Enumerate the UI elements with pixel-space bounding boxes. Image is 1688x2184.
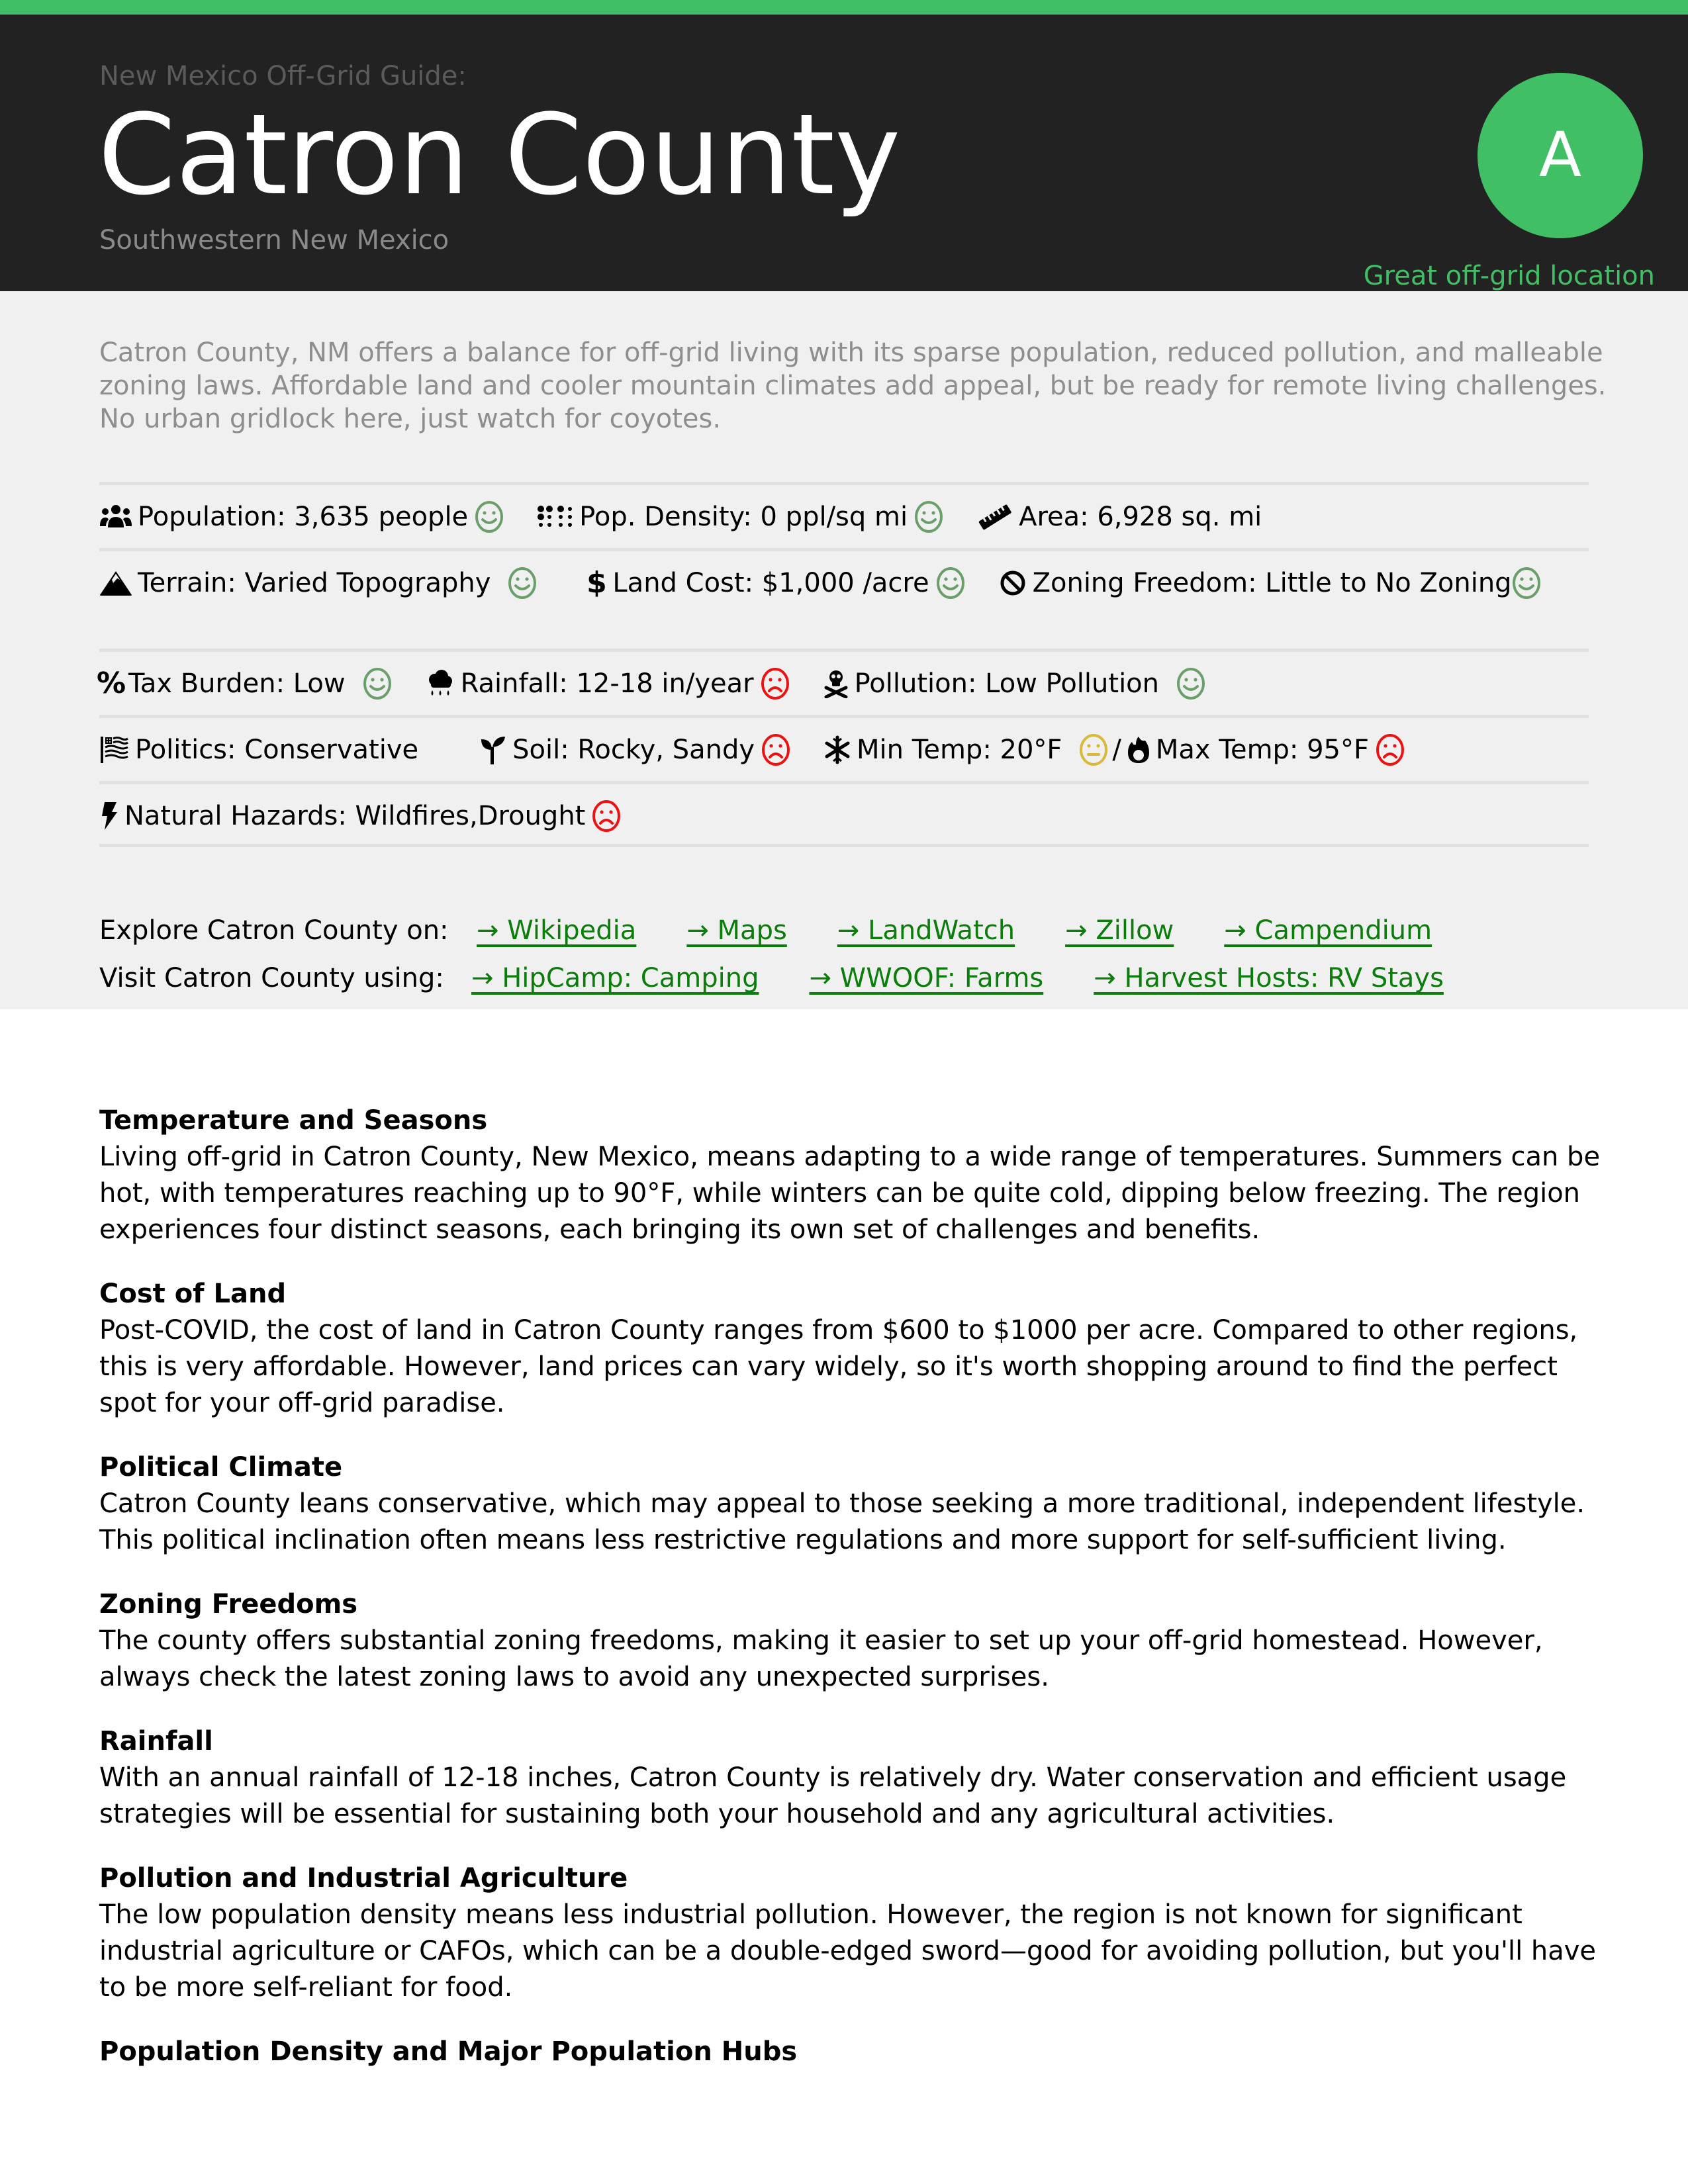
stat-zoning	[998, 567, 1512, 600]
ruler-icon	[976, 500, 1013, 533]
section-heading: Political Climate	[99, 1452, 343, 1482]
section-heading: Population Density and Major Population Hubs	[99, 2036, 798, 2067]
section-cost-of-land	[99, 1276, 1615, 1422]
percent-icon: %	[96, 666, 126, 700]
stat-text: Pollution: Low Pollution	[854, 668, 1160, 699]
smile-icon	[363, 667, 392, 700]
stat-politics	[99, 733, 418, 766]
visit-label: Visit Catron County using:	[99, 963, 444, 993]
seedling-icon	[479, 733, 507, 766]
section-rainfall	[99, 1723, 1615, 1833]
stat-text: Soil: Rocky, Sandy	[512, 735, 755, 765]
section-text: Catron County leans conservative, which may appeal to those seeking a more traditional, independent lifestyle. This political inclination often means less restrictive regulations and more support for self-sufficient living.	[99, 1488, 1585, 1555]
stat-tax	[96, 666, 392, 700]
page-header	[0, 15, 1688, 291]
guide-kicker: New Mexico Off-Grid Guide:	[99, 61, 467, 91]
section-text: Living off-grid in Catron County, New Mexico, means adapting to a wide range of temperatures. Summers can be hot, with temperatures reaching up to 90°F, while winters can be quite cold, dipping below freezing. The region experiences four distinct seasons, each bringing its own set of challenges and benefits.	[99, 1142, 1601, 1245]
stat-text: Area: 6,928 sq. mi	[1019, 502, 1262, 532]
section-population-density	[99, 2034, 1615, 2070]
frown-icon	[592, 799, 621, 833]
link-landwatch[interactable]: → LandWatch	[837, 915, 1015, 946]
temp-separator: /	[1112, 735, 1121, 765]
smile-icon	[936, 567, 965, 600]
link-campendium[interactable]: → Campendium	[1224, 915, 1432, 946]
smile-icon	[475, 500, 504, 533]
link-zillow[interactable]: → Zillow	[1065, 915, 1174, 946]
section-political-climate	[99, 1449, 1615, 1559]
stat-text: Pop. Density: 0 ppl/sq mi	[579, 502, 908, 532]
stat-text: Land Cost: $1,000 /acre	[612, 568, 929, 598]
flag-usa-icon	[99, 733, 130, 766]
link-wwoof[interactable]: → WWOOF: Farms	[809, 963, 1044, 993]
explore-label: Explore Catron County on:	[99, 915, 449, 946]
stat-text: Rainfall: 12-18 in/year	[460, 668, 754, 699]
smile-icon	[1176, 667, 1205, 700]
stat-text: Min Temp: 20°F	[857, 735, 1062, 765]
stat-text: Tax Burden: Low	[128, 668, 346, 699]
link-wikipedia[interactable]: → Wikipedia	[477, 915, 637, 946]
link-maps[interactable]: → Maps	[686, 915, 787, 946]
stat-text: Zoning Freedom: Little to No Zoning	[1032, 568, 1512, 598]
stat-rainfall	[425, 667, 790, 700]
grade-letter: A	[1538, 119, 1582, 191]
stats-row	[99, 548, 1589, 649]
section-heading: Pollution and Industrial Agriculture	[99, 1863, 628, 1893]
bolt-icon	[99, 799, 119, 833]
section-heading: Temperature and Seasons	[99, 1105, 488, 1136]
stats-row	[99, 482, 1589, 548]
page-title: Catron County	[98, 90, 901, 220]
section-text: The county offers substantial zoning freedoms, making it easier to set up your off-grid homestead. However, always check the latest zoning laws to avoid any unexpected surprises.	[99, 1625, 1543, 1692]
section-heading: Rainfall	[99, 1726, 213, 1756]
stat-text: Natural Hazards: Wildfires,Drought	[124, 801, 586, 831]
stat-hazards	[99, 799, 621, 833]
stat-text: Terrain: Varied Topography	[138, 568, 491, 598]
section-text: With an annual rainfall of 12-18 inches, Catron County is relatively dry. Water conservation and efficient usage strategies will be essential for sustaining both your household and any agricultural activities.	[99, 1762, 1567, 1829]
stat-text: Max Temp: 95°F	[1155, 735, 1370, 765]
dollar-icon: $	[586, 566, 607, 600]
stat-text: Politics: Conservative	[135, 735, 419, 765]
stat-pollution	[823, 667, 1205, 700]
stats-table	[96, 482, 1589, 847]
stat-population	[99, 500, 504, 533]
frown-icon	[761, 667, 790, 700]
grade-badge	[1477, 73, 1643, 238]
stat-soil	[479, 733, 790, 766]
frown-icon	[1376, 733, 1405, 766]
skull-crossbones-icon	[823, 667, 849, 700]
section-heading: Zoning Freedoms	[99, 1589, 358, 1619]
snowflake-icon	[823, 733, 851, 766]
smile-icon	[508, 567, 537, 600]
neutral-face-icon	[1079, 733, 1108, 766]
mountain-icon	[99, 567, 132, 600]
section-text: The low population density means less industrial pollution. However, the region is not known for significant industrial agriculture or CAFOs, which can be a double-edged sword—good for avoiding pollution, but you'll have to be more self-reliant for food.	[99, 1899, 1597, 2003]
stat-terrain	[99, 567, 537, 600]
stats-row	[99, 715, 1589, 781]
link-harvest-hosts[interactable]: → Harvest Hosts: RV Stays	[1094, 963, 1444, 993]
overview-section	[0, 291, 1688, 1009]
fire-icon	[1125, 733, 1152, 766]
stat-land-cost	[586, 567, 964, 600]
grade-label: Great off-grid location	[1363, 261, 1655, 291]
top-accent-bar	[0, 0, 1688, 15]
section-pollution	[99, 1860, 1615, 2006]
smile-icon	[1512, 567, 1541, 600]
county-summary: Catron County, NM offers a balance for off-grid living with its sparse population, reduced pollution, and malleable zoning laws. Affordable land and cooler mountain climates add appeal, but be ready for remote living challenges. No urban gridlock here, just watch for coyotes.	[99, 338, 1607, 434]
explore-row	[99, 907, 1494, 954]
visit-row	[99, 954, 1494, 1002]
section-heading: Cost of Land	[99, 1279, 287, 1309]
section-zoning-freedoms	[99, 1586, 1615, 1696]
section-temperature	[99, 1103, 1615, 1248]
stats-row	[99, 781, 1589, 847]
stat-area	[976, 500, 1262, 533]
smile-icon	[914, 500, 943, 533]
link-hipcamp[interactable]: → HipCamp: Camping	[471, 963, 759, 993]
ban-icon	[998, 567, 1027, 600]
braille-dots-icon	[537, 500, 574, 533]
users-icon	[99, 500, 132, 533]
stat-pop-density	[537, 500, 943, 533]
cloud-rain-icon	[425, 667, 455, 700]
page-subtitle: Southwestern New Mexico	[99, 225, 449, 255]
explore-links	[99, 907, 1494, 1002]
stat-min-temp	[823, 733, 1405, 766]
article-body	[99, 1103, 1615, 2098]
frown-icon	[761, 733, 790, 766]
stat-text: Population: 3,635 people	[138, 502, 469, 532]
stats-row	[96, 649, 1589, 715]
section-text: Post-COVID, the cost of land in Catron County ranges from $600 to $1000 per acre. Compared to other regions, this is very affordable. However, land prices can vary widely, so it's worth shopping around to find the perfect spot for your off-grid paradise.	[99, 1315, 1578, 1418]
